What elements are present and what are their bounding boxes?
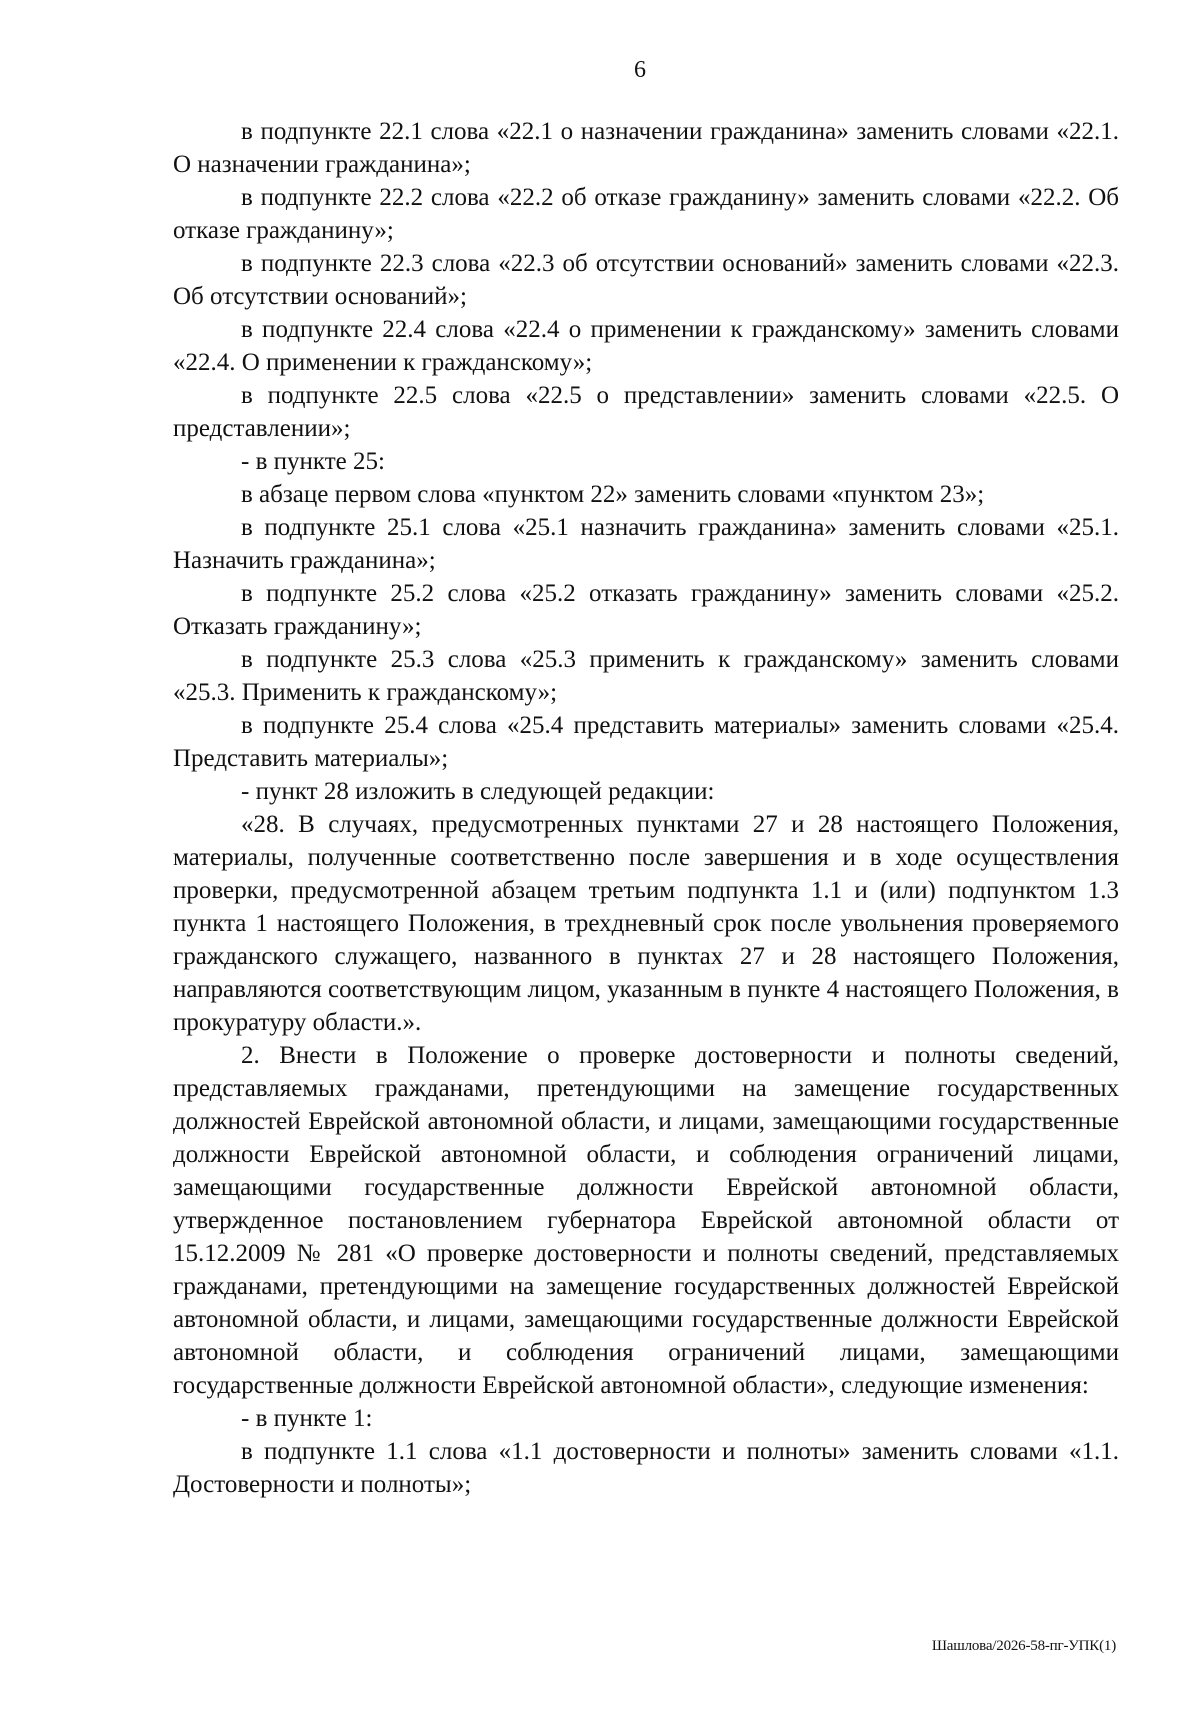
paragraph-22-3: в подпункте 22.3 слова «22.3 об отсутствии оснований» заменить словами «22.3. Об отсутствии оснований»;: [173, 250, 1119, 310]
paragraph-point-28-text: «28. В случаях, предусмотренных пунктами 27 и 28 настоящего Положения, материалы, полученные соответственно после завершения и в ходе осуществления проверки, предусмотренной абзацем третьим подпункта 1.1 и (или) подпунктом 1.3 пункта 1 настоящего Положения, в трехдневный срок после увольнения проверяемого гражданского служащего, названного в пунктах 27 и 28 настоящего Положения, направляются соответствующим лицом, указанным в пункте 4 настоящего Положения, в прокуратуру области.».: [173, 811, 1119, 1036]
paragraph-22-5: в подпункте 22.5 слова «22.5 о представлении» заменить словами «22.5. О представлении»;: [173, 382, 1119, 442]
paragraph-22-4: в подпункте 22.4 слова «22.4 о применении к гражданскому» заменить словами «22.4. О применении к гражданскому»;: [173, 316, 1119, 376]
paragraph-25-first-abzac: в абзаце первом слова «пунктом 22» заменить словами «пунктом 23»;: [241, 481, 985, 508]
document-body: [173, 115, 1119, 1501]
paragraph-22-1: в подпункте 22.1 слова «22.1 о назначении гражданина» заменить словами «22.1. О назначении гражданина»;: [173, 118, 1119, 178]
paragraph-point-28-intro: - пункт 28 изложить в следующей редакции:: [241, 778, 715, 805]
document-footer-code: Шашлова/2026-58-пг-УПК(1): [931, 1638, 1116, 1654]
paragraph-item-2: 2. Внести в Положение о проверке достоверности и полноты сведений, представляемых гражданами, претендующими на замещение государственных должностей Еврейской автономной области, и лицами, замещающими государственные должности Еврейской автономной области, и соблюдения ограничений лицами, замещающими государственные должности Еврейской автономной области, утвержденное постановлением губернатора Еврейской автономной области от 15.12.2009 № 281 «О проверке достоверности и полноты сведений, представляемых гражданами, претендующими на замещение государственных должностей Еврейской автономной области, и лицами, замещающими государственные должности Еврейской автономной области, и соблюдения ограничений лицами, замещающими государственные должности Еврейской автономной области», следующие изменения:: [173, 1042, 1119, 1399]
paragraph-22-2: в подпункте 22.2 слова «22.2 об отказе гражданину» заменить словами «22.2. Об отказе гражданину»;: [173, 184, 1119, 244]
paragraph-point-1: - в пункте 1:: [241, 1405, 373, 1432]
paragraph-25-2: в подпункте 25.2 слова «25.2 отказать гражданину» заменить словами «25.2. Отказать гражданину»;: [173, 580, 1119, 640]
paragraph-25-3: в подпункте 25.3 слова «25.3 применить к гражданскому» заменить словами «25.3. Применить к гражданскому»;: [173, 646, 1119, 706]
paragraph-point-25: - в пункте 25:: [241, 448, 385, 475]
paragraph-25-4: в подпункте 25.4 слова «25.4 представить материалы» заменить словами «25.4. Представить материалы»;: [173, 712, 1119, 772]
paragraph-1-1: в подпункте 1.1 слова «1.1 достоверности и полноты» заменить словами «1.1. Достоверности и полноты»;: [173, 1438, 1119, 1498]
paragraph-25-1: в подпункте 25.1 слова «25.1 назначить гражданина» заменить словами «25.1. Назначить гражданина»;: [173, 514, 1119, 574]
page-number: 6: [634, 57, 646, 83]
